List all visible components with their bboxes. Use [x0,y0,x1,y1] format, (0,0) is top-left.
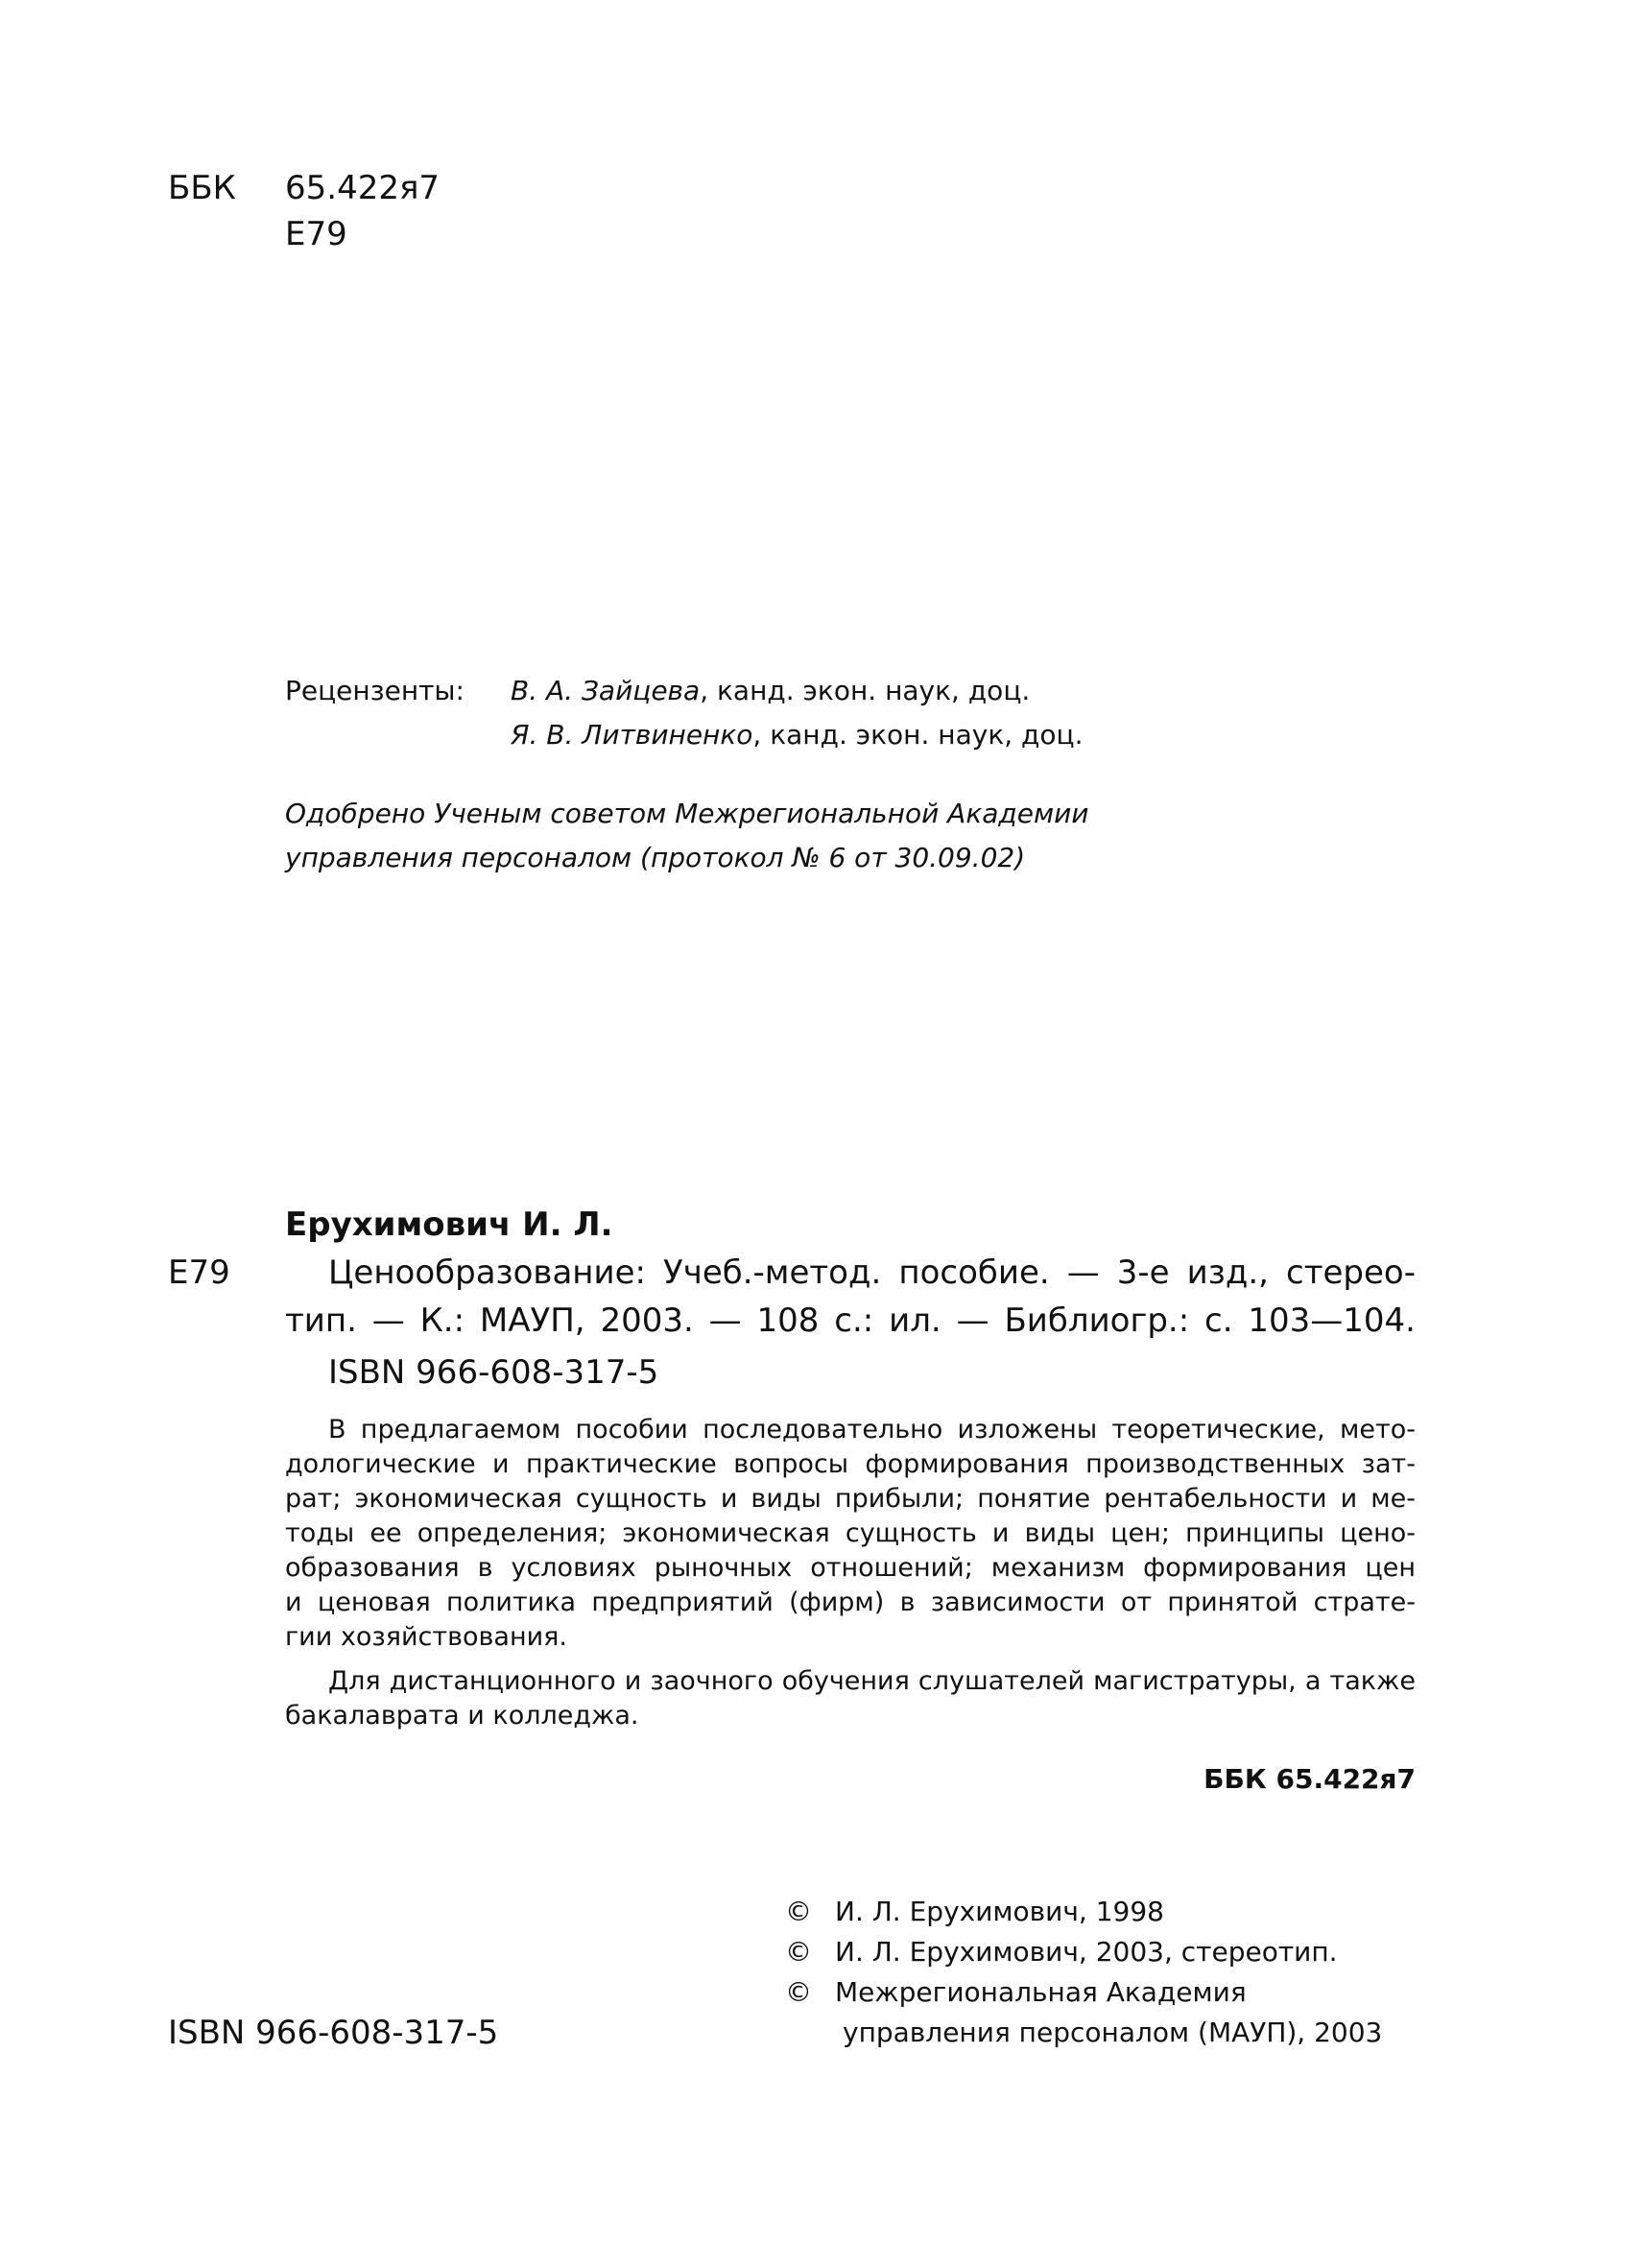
annotation-line-5: образования в условиях рыночных отношений; механизм формирования цен [285,1553,1416,1583]
copyright-3 [785,1975,1247,2010]
reviewer-2 [511,718,1083,752]
copyright-1 [785,1895,1164,1929]
author-mark: Е79 [285,215,347,253]
approval-line-1: Одобрено Ученым советом Межрегиональной Академии [285,798,1089,829]
annotation-line-2: дологические и практические вопросы формирования производственных зат- [285,1449,1416,1479]
reviewer-1-name: В. А. Зайцева [511,675,701,706]
reviewer-1 [511,674,1030,708]
copyright-symbol: © [785,1896,812,1927]
entry-title-line-1: Ценообразование: Учеб.-метод. пособие. — 3-е изд., стерео- [328,1253,1416,1292]
entry-isbn: ISBN 966-608-317-5 [328,1353,659,1392]
annotation-line-6: и ценовая политика предприятий (фирм) в зависимости от принятой страте- [285,1588,1416,1617]
bbk-label: ББК [168,169,236,207]
entry-mark: Е79 [168,1253,230,1292]
footer-bbk: ББК 65.422я7 [1203,1763,1416,1795]
copyright-symbol: © [785,1936,812,1968]
annotation-line-1: В предлагаемом пособии последовательно изложены теоретические, мето- [328,1415,1416,1444]
reviewer-2-title: , канд. экон. наук, доц. [752,719,1084,751]
copyright-text-2: И. Л. Ерухимович, 2003, стереотип. [835,1936,1338,1968]
entry-title-line-2: тип. — К.: МАУП, 2003. — 108 с.: ил. — Библиогр.: с. 103—104. [285,1301,1416,1340]
annotation-line-4: тоды ее определения; экономическая сущность и виды цен; принципы цено- [285,1518,1416,1548]
audience-line-2: бакалаврата и колледжа. [285,1701,639,1731]
audience-line-1: Для дистанционного и заочного обучения слушателей магистратуры, а также [328,1666,1416,1696]
reviewer-1-title: , канд. экон. наук, доц. [700,675,1031,706]
copyright-symbol: © [785,1976,812,2008]
reviewer-2-name: Я. В. Литвиненко [511,719,753,751]
copyright-2 [785,1935,1338,1970]
reviewers-label: Рецензенты: [285,675,465,706]
approval-line-2: управления персоналом (протокол № 6 от 30.09.02) [285,842,1026,873]
copyright-text-1: И. Л. Ерухимович, 1998 [835,1896,1164,1927]
isbn-bottom: ISBN 966-608-317-5 [168,2014,499,2052]
annotation-line-7: гии хозяйствования. [285,1622,567,1652]
entry-author: Ерухимович И. Л. [285,1206,613,1244]
copyright-continuation: управления персоналом (МАУП), 2003 [843,2017,1383,2048]
copyright-text-3: Межрегиональная Академия [835,1976,1247,2008]
annotation-line-3: рат; экономическая сущность и виды прибыли; понятие рентабельности и ме- [285,1484,1416,1514]
bbk-code: 65.422я7 [285,169,441,207]
